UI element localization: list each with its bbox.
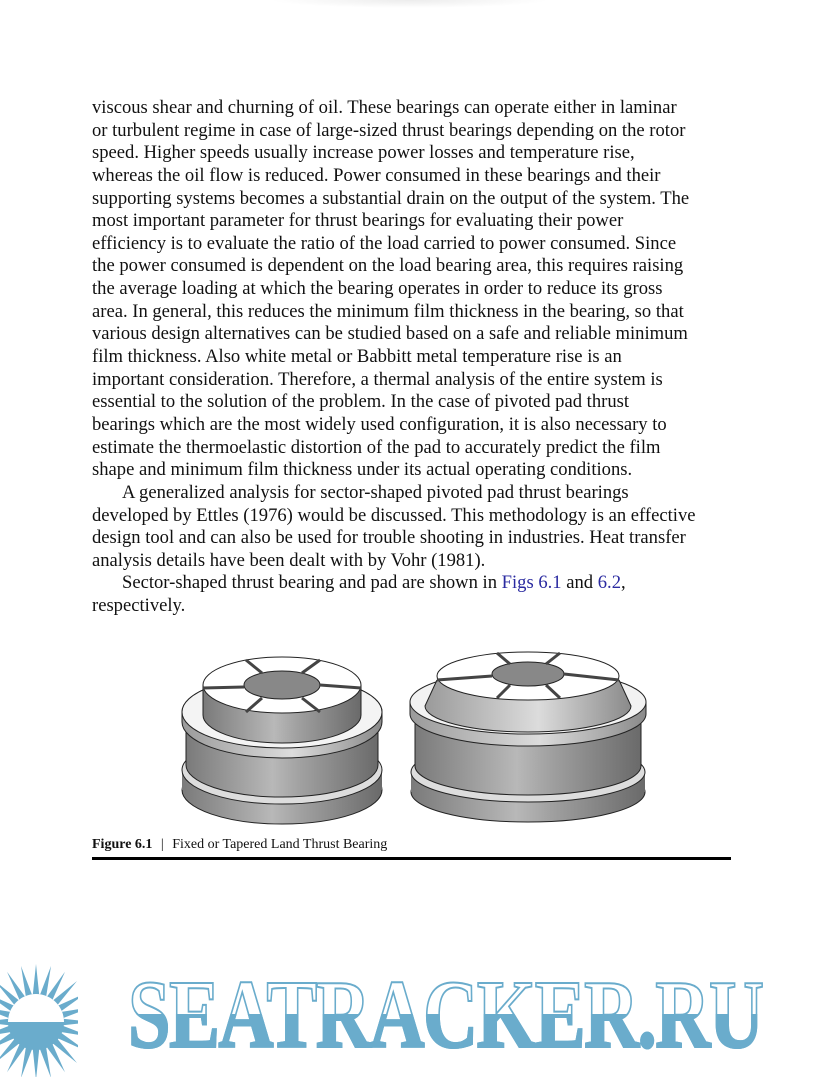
top-shadow (270, 0, 550, 8)
text-span: Sector-shaped thrust bearing and pad are shown in (122, 572, 502, 594)
text-line: the power consumed is dependent on the load bearing area, this requires raising (92, 255, 684, 277)
tapered-land-bearing (410, 652, 646, 822)
text-line: speed. Higher speeds usually increase power losses and temperature rise, (92, 142, 635, 164)
paragraph-3 (92, 572, 742, 617)
figure-label: Figure 6.1 (92, 837, 153, 852)
sun-ray (39, 1046, 51, 1077)
text-line: respectively. (92, 595, 186, 617)
text-span: and (561, 572, 598, 594)
text-line: analysis details have been dealt with by Vohr (1981). (92, 549, 486, 571)
sun-ray (21, 966, 33, 998)
text-line: area. In general, this reduces the minimum film thickness in the bearing, so that (92, 300, 684, 322)
sun-ray (39, 966, 51, 998)
watermark-text: SEATRACKER.RU (128, 961, 763, 1069)
figure-link-6-1[interactable]: Figs 6.1 (501, 572, 562, 594)
body-text (92, 97, 742, 618)
text-line: important consideration. Therefore, a thermal analysis of the entire system is (92, 368, 663, 390)
text-line: bearings which are the most widely used configuration, it is also necessary to (92, 413, 667, 435)
caption-separator: | (160, 837, 164, 852)
caption-rule (92, 857, 731, 860)
text-line: the average loading at which the bearing operates in order to reduce its gross (92, 278, 663, 300)
sun-ray (62, 1019, 78, 1026)
sun-ray (21, 1046, 33, 1077)
sun-ray (33, 1048, 40, 1077)
text-line (92, 572, 742, 595)
text-line: supporting systems becomes a substantial drain on the output of the system. The (92, 187, 690, 209)
figure-6-1-image (170, 640, 670, 830)
text-line: or turbulent regime in case of large-sized thrust bearings depending on the rotor (92, 119, 686, 141)
text-line: viscous shear and churning of oil. These bearings can operate either in laminar (92, 97, 677, 118)
text-line: developed by Ettles (1976) would be discussed. This methodology is an effective (92, 504, 696, 526)
text-line: essential to the solution of the problem. In the case of pivoted pad thrust (92, 391, 630, 413)
text-line: A generalized analysis for sector-shaped pivoted pad thrust bearings (122, 481, 629, 503)
text-span: , (621, 572, 626, 594)
text-line: film thickness. Also white metal or Babbitt metal temperature rise is an (92, 346, 622, 368)
figure-caption (92, 837, 387, 853)
text-line: various design alternatives can be studied based on a safe and reliable minimum (92, 323, 688, 345)
text-line: whereas the oil flow is reduced. Power consumed in these bearings and their (92, 164, 661, 186)
text-line: estimate the thermoelastic distortion of the pad to accurately predict the film (92, 436, 661, 458)
figure-link-6-2[interactable]: 6.2 (597, 572, 621, 594)
sun-logo-icon (0, 956, 78, 1077)
text-line: shape and minimum film thickness under its actual operating conditions. (92, 459, 633, 481)
fixed-land-bearing (182, 657, 382, 824)
figure-title: Fixed or Tapered Land Thrust Bearing (172, 837, 388, 852)
text-line: most important parameter for thrust bearings for evaluating their power (92, 210, 624, 232)
paragraph-2 (92, 482, 742, 573)
paragraph-1 (92, 97, 742, 482)
text-line: efficiency is to evaluate the ratio of the load carried to power consumed. Since (92, 232, 677, 254)
text-line: design tool and can also be used for trouble shooting in industries. Heat transfer (92, 527, 686, 549)
sun-ray (33, 964, 40, 996)
